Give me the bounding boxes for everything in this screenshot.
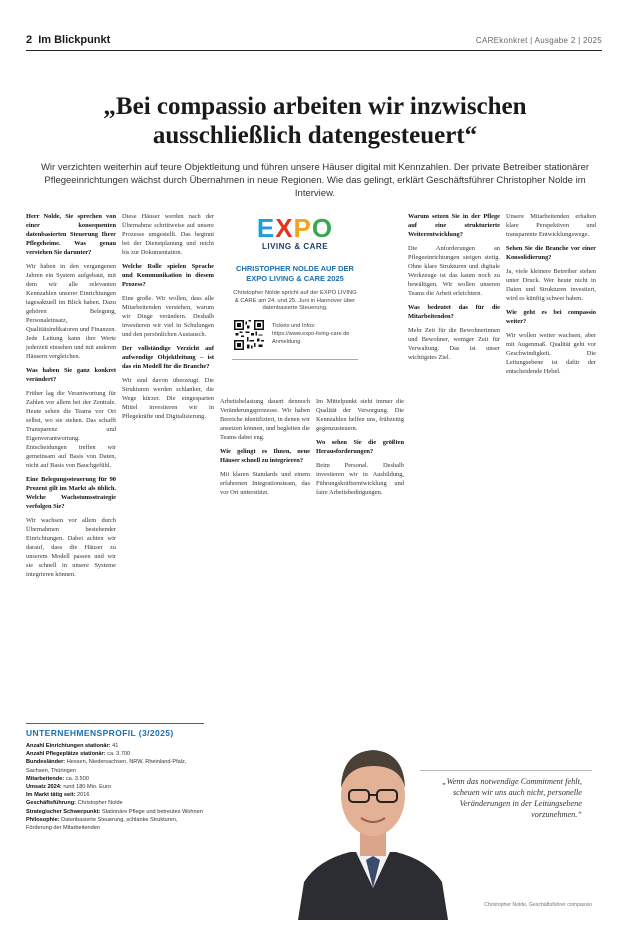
profile-label: Bundesländer:: [26, 759, 66, 766]
interview-answer: Beim Personal. Deshalb investieren wir in Ausbildung, Führungskräfteentwicklung und faire Arbeitsbedingungen.: [316, 462, 404, 496]
profile-value: Hessen, Niedersachsen, NRW, Rheinland-Pfalz, Sachsen, Thüringen: [26, 759, 187, 774]
photo-caption: Christopher Nolde, Geschäftsführer compassio: [484, 902, 592, 908]
article-column-5: [506, 212, 596, 757]
profile-label: Geschäftsführung:: [26, 800, 77, 807]
profile-value: ca. 3.700: [107, 751, 131, 758]
profile-label: Mitarbeitende:: [26, 775, 65, 782]
profile-label: Philosophie:: [26, 816, 60, 823]
interview-answer: Mehr Zeit für die Bewohnerinnen und Bewohner, weniger Zeit für Verwaltung. Das ist unser wichtigstes Ziel.: [408, 327, 500, 361]
expo-box: [232, 214, 358, 364]
interview-answer: Unsere Mitarbeitenden erhalten klare Perspektiven und transparente Entwicklungswege.: [506, 213, 596, 238]
section-name: Im Blickpunkt: [38, 34, 111, 46]
expo-info[interactable]: Tickets und Infos: https://www.expo-living-care.de Anmeldung: [272, 323, 350, 345]
profile-row: [26, 758, 204, 774]
article-lead: Wir verzichten weiterhin auf teure Objektleitung und führen unsere Häuser digital mit Kennzahlen. Der private Betreiber stationärer Pflegeeinrichtungen wächst durch Übernahmen in neue Regionen. Wie das gelingt, erklärt Geschäftsführer Christopher Nolde im Interview.: [40, 162, 590, 199]
profile-value: 2016: [76, 792, 90, 799]
interview-answer: Eine große. Wir wollen, dass alle Mitarbeitenden verstehen, warum wir Dinge verändern. Deshalb investieren wir viel in Schulungen und den persönlichen Austausch.: [122, 295, 214, 338]
interview-answer: Im Mittelpunkt steht immer die Qualität der Versorgung. Die Kennzahlen helfen uns, frühzeitig gegenzusteuern.: [316, 398, 404, 432]
profile-label: Strategischer Schwerpunkt:: [26, 808, 101, 815]
issue-meta: CAREkonkret | Ausgabe 2 | 2025: [475, 36, 602, 45]
profile-value: Christopher Nolde: [77, 800, 123, 807]
profile-label: Anzahl Pflegeplätze stationär:: [26, 751, 106, 758]
interview-answer: Wir wachsen vor allem durch Übernahmen bestehender Einrichtungen. Dabei achten wir darauf, dass die Häuser zu unserem Modell passen und wir sie schnell in unsere Systeme integrieren können.: [26, 517, 116, 578]
expo-text: Christopher Nolde spricht auf der EXPO LIVING & CARE am 24. und 25. Juni in Hannover über datenbasierte Steuerung.: [233, 290, 357, 311]
profile-value: Stationäre Pflege und betreutes Wohnen: [101, 808, 203, 815]
profile-row: [26, 816, 204, 832]
interview-question: Wie geht es bei compassio weiter?: [506, 309, 596, 325]
interview-question: Herr Nolde, Sie sprechen von einer konsequenten datenbasierten Steuerung Ihrer Pflegeheime. Was genau verstehen Sie darunter?: [26, 213, 116, 256]
profile-value: 41: [112, 743, 119, 749]
profile-row: [26, 742, 204, 750]
interview-answer: Wir wollen weiter wachsen, aber mit Augenmaß. Qualität geht vor Geschwindigkeit. Die Leitungsebene ist dafür der entscheidende Hebel.: [506, 332, 596, 375]
interview-question: Was bedeutet das für die Mitarbeitenden?: [408, 304, 500, 320]
company-profile: [26, 723, 204, 832]
expo-rule: [232, 359, 358, 360]
interview-question: Eine Belegungssteuerung für 90 Prozent gilt im Markt als üblich. Welche Wachstumsstrategie verfolgen Sie?: [26, 476, 116, 510]
profile-row: [26, 750, 204, 758]
section-header: [26, 34, 110, 46]
interview-answer: Arbeitsbelastung dauert dennoch Veränderungsprozesse. Wir haben Bereiche identifiziert, in denen wir ansetzen können, und begleiten die Teams dabei eng.: [220, 398, 310, 441]
page-number: 2: [26, 34, 33, 46]
article-headline: „Bei compassio arbeiten wir inzwischen ausschließlich datengesteuert“: [103, 93, 527, 149]
qr-code-icon[interactable]: [234, 320, 264, 350]
interview-question: Wo sehen Sie die größten Herausforderungen?: [316, 439, 404, 455]
article-column-1: [26, 212, 116, 717]
article-column-3b: [316, 397, 404, 707]
profile-label: Anzahl Einrichtungen stationär:: [26, 743, 111, 749]
expo-title: CHRISTOPHER NOLDE AUF DER EXPO LIVING & CARE 2025: [236, 264, 354, 283]
profile-row: [26, 791, 204, 799]
interview-answer: Diese Häuser werden nach der Übernahme schrittweise auf unsere Prozesse umgestellt. Das beginnt bei der Dienstplanung und reicht bis zur Dokumentation.: [122, 213, 214, 256]
portrait-photo: [298, 710, 448, 920]
interview-answer: Wir haben in den vergangenen Jahren ein System aufgebaut, mit dem wir alle relevanten Kennzahlen unserer Einrichtungen tagesaktuell im Blick haben. Dazu gehören Belegung, Personaleinsatz, Qualitätsindikatoren und Finanzen. Jede Leitung kann ihre Werte jederzeit einsehen und mit anderen Häusern vergleichen.: [26, 263, 116, 360]
quote-rule: [420, 770, 592, 771]
interview-question: Warum setzen Sie in der Pflege auf eine strukturierte Weiterentwicklung?: [408, 213, 500, 238]
profile-row: [26, 808, 204, 816]
interview-answer: Ja, viele kleinere Betreiber stehen unter Druck. Wer heute nicht in Daten und Strukturen investiert, wird es künftig schwer haben.: [506, 268, 596, 302]
interview-question: Wie gelingt es Ihnen, neue Häuser schnell zu integrieren?: [220, 448, 310, 464]
interview-answer: Die Anforderungen an Pflegeeinrichtungen steigen stetig. Ohne klare Strukturen und digitale Werkzeuge ist das kaum noch zu bewältigen. Wir wollen unseren Teams die Arbeit erleichtern.: [408, 245, 500, 297]
expo-logo: EXPO LIVING & CARE: [256, 213, 334, 251]
interview-answer: Mit klaren Standards und einem erfahrenen Integrationsteam, das vor Ort unterstützt.: [220, 471, 310, 496]
interview-answer: Früher lag die Verantwortung für Zahlen vor allem bei der Zentrale. Heute sehen die Teams vor Ort selbst, wo sie stehen. Das schafft Transparenz und Eigenverantwortung. Entscheidungen treffen wir gemeinsam auf Basis von Daten, nicht auf Basis von Bauchgefühl.: [26, 390, 116, 469]
profile-label: Im Markt tätig seit:: [26, 792, 76, 799]
profile-list: [26, 742, 204, 832]
interview-question: Welche Rolle spielen Sprache und Kommunikation in diesem Prozess?: [122, 263, 214, 288]
header-rule: [26, 50, 602, 51]
profile-row: [26, 775, 204, 783]
profile-row: [26, 783, 204, 791]
profile-value: Datenbasierte Steuerung, schlanke Strukturen, Förderung der Mitarbeitenden: [26, 816, 178, 832]
interview-question: Der vollständige Verzicht auf aufwendige Objektleitung – ist das ein Modell für die Branche?: [122, 345, 214, 370]
article-column-4: [408, 212, 500, 682]
profile-title: UNTERNEHMENSPROFIL (3/2025): [26, 728, 174, 738]
profile-rule: [26, 723, 204, 724]
profile-value: rund 180 Mio. Euro: [63, 784, 111, 791]
profile-label: Umsatz 2024:: [26, 784, 62, 791]
article-column-3a: [220, 397, 310, 912]
interview-answer: Wir sind davon überzeugt. Die Strukturen werden schlanker, die Wege kürzer. Die eingesparten Mittel investieren wir in Pflegekräfte und Digitalisierung.: [122, 377, 214, 420]
interview-question: Was haben Sie ganz konkret verändert?: [26, 367, 116, 383]
profile-row: [26, 799, 204, 807]
profile-value: ca. 3.500: [65, 775, 89, 782]
interview-question: Sehen Sie die Branche vor einer Konsolidierung?: [506, 245, 596, 261]
pull-quote: „Wenn das notwendige Commitment fehlt, scheuen wir uns auch nicht, personelle Veränderungen in der Leitungsebene vorzunehmen.“: [441, 777, 582, 819]
